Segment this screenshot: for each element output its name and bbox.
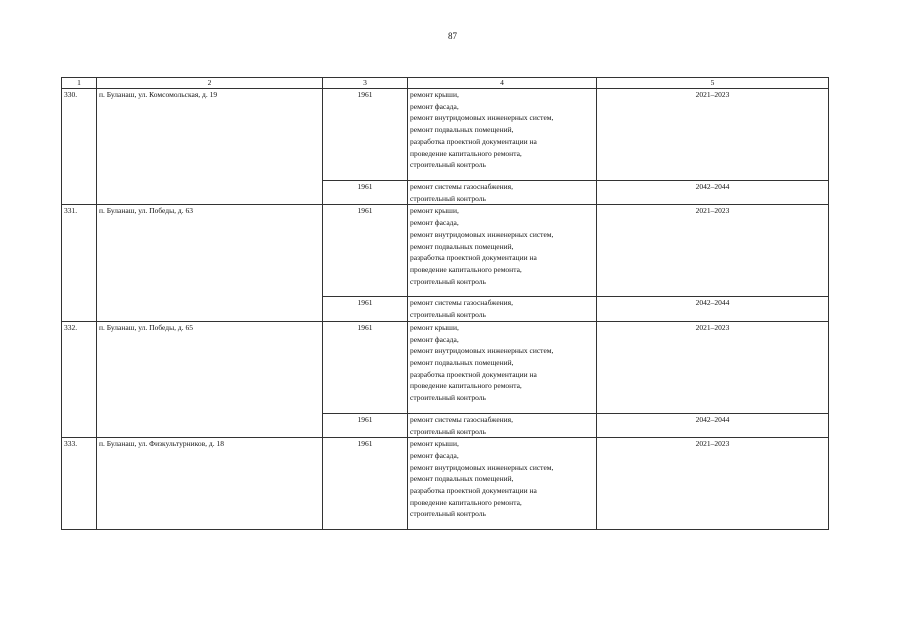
construction-year: 1961 — [323, 297, 408, 321]
work-item: строительный контроль — [410, 160, 486, 170]
construction-year: 1961 — [323, 89, 408, 181]
column-header-4: 4 — [408, 78, 597, 89]
work-item: строительный контроль — [410, 310, 486, 320]
work-item: ремонт фасада, — [410, 334, 459, 344]
work-item: строительный контроль — [410, 393, 486, 403]
table-row — [62, 321, 829, 413]
work-item: ремонт подвальных помещений, — [410, 357, 514, 367]
table-row — [62, 205, 829, 297]
work-item: разработка проектной документации на — [410, 253, 537, 263]
repair-works — [408, 321, 597, 413]
repair-period: 2021–2023 — [597, 438, 829, 530]
work-item: проведение капитального ремонта, — [410, 497, 522, 507]
work-item: ремонт подвальных помещений, — [410, 125, 514, 135]
work-item: ремонт фасада, — [410, 101, 459, 111]
work-item: ремонт подвальных помещений, — [410, 241, 514, 251]
building-address: п. Буланаш, ул. Победы, д. 65 — [97, 321, 323, 437]
building-address: п. Буланаш, ул. Комсомольская, д. 19 — [97, 89, 323, 205]
work-item: ремонт крыши, — [410, 439, 459, 449]
work-item: ремонт крыши, — [410, 206, 459, 216]
repair-schedule-table — [61, 77, 829, 530]
repair-works — [408, 413, 597, 437]
work-item: ремонт системы газоснабжения, — [410, 182, 514, 191]
table-row — [62, 89, 829, 181]
building-address: п. Буланаш, ул. Физкультурников, д. 18 — [97, 438, 323, 530]
column-header-2: 2 — [97, 78, 323, 89]
repair-works — [408, 205, 597, 297]
construction-year: 1961 — [323, 321, 408, 413]
work-item: ремонт фасада, — [410, 450, 459, 460]
work-item: строительный контроль — [410, 509, 486, 519]
work-item: ремонт внутридомовых инженерных систем, — [410, 113, 554, 123]
work-item: строительный контроль — [410, 193, 486, 203]
record-number: 330. — [62, 89, 97, 205]
work-item: ремонт фасада, — [410, 218, 459, 228]
record-number: 331. — [62, 205, 97, 321]
work-item: разработка проектной документации на — [410, 136, 537, 146]
column-header-5: 5 — [597, 78, 829, 89]
column-number-row — [62, 78, 829, 89]
repair-works — [408, 297, 597, 321]
work-item: разработка проектной документации на — [410, 369, 537, 379]
column-header-3: 3 — [323, 78, 408, 89]
work-item: проведение капитального ремонта, — [410, 381, 522, 391]
repair-works — [408, 89, 597, 181]
repair-period: 2042–2044 — [597, 413, 829, 437]
work-item: ремонт внутридомовых инженерных систем, — [410, 462, 554, 472]
work-item: проведение капитального ремонта, — [410, 264, 522, 274]
work-item: проведение капитального ремонта, — [410, 148, 522, 158]
repair-works — [408, 181, 597, 205]
column-header-1: 1 — [62, 78, 97, 89]
construction-year: 1961 — [323, 438, 408, 530]
construction-year: 1961 — [323, 205, 408, 297]
repair-period: 2042–2044 — [597, 181, 829, 205]
repair-period: 2021–2023 — [597, 321, 829, 413]
repair-works — [408, 438, 597, 530]
construction-year: 1961 — [323, 181, 408, 205]
work-item: строительный контроль — [410, 276, 486, 286]
work-item: ремонт подвальных помещений, — [410, 474, 514, 484]
record-number: 333. — [62, 438, 97, 530]
work-item: ремонт внутридомовых инженерных систем, — [410, 346, 554, 356]
repair-period: 2042–2044 — [597, 297, 829, 321]
repair-period: 2021–2023 — [597, 205, 829, 297]
work-item: ремонт внутридомовых инженерных систем, — [410, 229, 554, 239]
work-item: разработка проектной документации на — [410, 486, 537, 496]
table-row — [62, 438, 829, 530]
record-number: 332. — [62, 321, 97, 437]
work-item: строительный контроль — [410, 426, 486, 436]
construction-year: 1961 — [323, 413, 408, 437]
work-item: ремонт крыши, — [410, 322, 459, 332]
page-number: 87 — [448, 31, 457, 41]
work-item: ремонт системы газоснабжения, — [410, 298, 514, 308]
work-item: ремонт крыши, — [410, 90, 459, 99]
building-address: п. Буланаш, ул. Победы, д. 63 — [97, 205, 323, 321]
table-body — [62, 78, 829, 530]
work-item: ремонт системы газоснабжения, — [410, 414, 514, 424]
repair-period: 2021–2023 — [597, 89, 829, 181]
